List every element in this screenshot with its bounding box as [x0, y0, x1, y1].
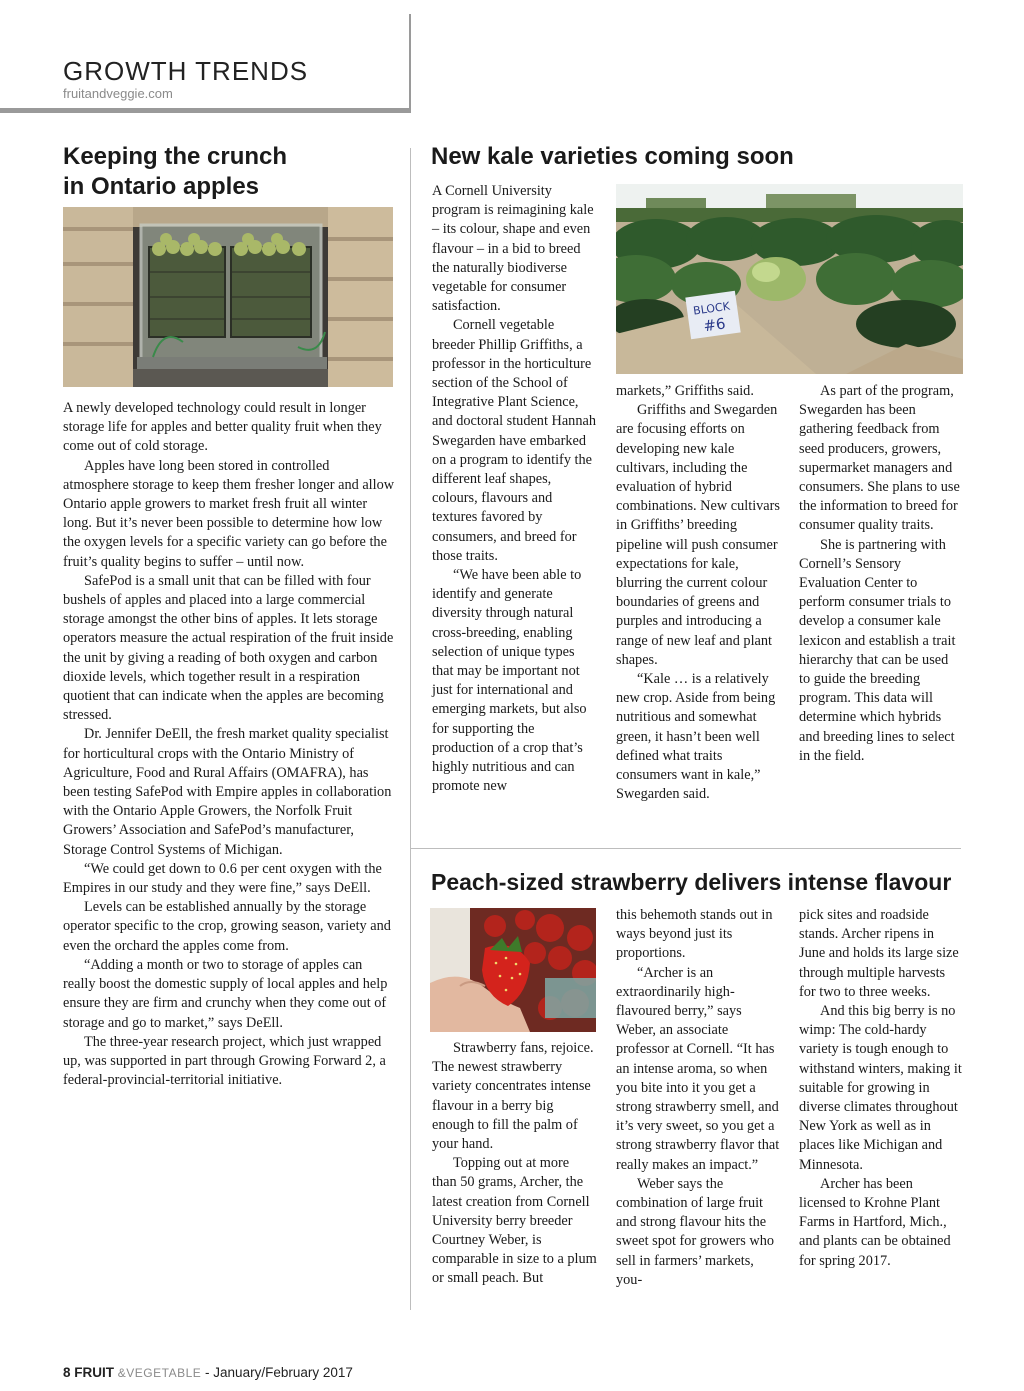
- kale-paragraph: She is partnering with Cornell’s Sensory Evaluation Center to perform consumer trials to develop a consumer kale lexicon and establish a trait hierarchy that can be used to guide the breeding program. This data will determine which hybrids and breeding lines to select in the field.: [799, 536, 956, 764]
- kale-paragraph: markets,” Griffiths said.: [616, 383, 754, 399]
- strawberry-column-1: [432, 1039, 597, 1289]
- kale-paragraph: “We have been able to identify and generate diversity through natural cross-breeding, enabling selection of unique types that may be important not just for international and emerging markets, but also for supporting the production of a crop that’s highly nutritious and can promote new: [432, 567, 587, 795]
- header-vertical-rule: [409, 14, 411, 112]
- kale-field-graphic: [616, 184, 963, 374]
- safepod-photo-graphic: [63, 207, 393, 387]
- header-rule: [0, 108, 411, 113]
- safepod-photo: [63, 207, 393, 387]
- strawberry-headline: Peach-sized strawberry delivers intense flavour: [431, 869, 952, 895]
- brand-vegetable: &VEGETABLE: [117, 1366, 202, 1380]
- kale-column-1: [432, 182, 597, 797]
- apples-paragraph: A newly developed technology could result in longer storage life for apples and better quality fruit when they come out of cold storage.: [63, 400, 382, 455]
- kale-paragraph: “Kale … is a relatively new crop. Aside from being nutritious and somewhat green, it hasn’t been well defined what traits consumers want in kale,” Swegarden said.: [616, 671, 776, 803]
- section-title: GROWTH TRENDS: [63, 56, 309, 86]
- apples-paragraph: SafePod is a small unit that can be filled with four bushels of apples and placed into a large commercial storage amongst the other bins of apples. It lets storage operators measure the actual respiration of the fruit inside the unit by giving a reading of both oxygen and carbon dioxide levels, which together result in a respiration quotient that can indicate when the apples are becoming stressed.: [63, 572, 394, 724]
- strawberry-paragraph: Topping out at more than 50 grams, Archer, the latest creation from Cornell University berry breeder Courtney Weber, is comparable in size to a plum or small peach. But: [432, 1155, 597, 1287]
- strawberry-column-3: [799, 906, 962, 1271]
- strawberry-paragraph: Strawberry fans, rejoice. The newest strawberry variety concentrates intense flavour in a berry big enough to fill the palm of your hand.: [432, 1040, 594, 1153]
- block-sign-line2: #6: [702, 314, 727, 336]
- strawberry-paragraph: Weber says the combination of large fruit and strong flavour hits the sweet spot for growers who sell in farmers’ markets, you-: [616, 1175, 775, 1288]
- apples-paragraph: “Adding a month or two to storage of apples can really boost the domestic supply of local apples and help ensure they are firm and crunchy when they come out of storage and go to market,” says DeEll.: [63, 956, 388, 1031]
- apples-headline-line2: in Ontario apples: [63, 173, 260, 200]
- kale-paragraph: Cornell vegetable breeder Phillip Griffiths, a professor in the horticulture section of the School of Integrative Plant Science, and doctoral student Hannah Swegarden have embarked on a program to identify the different leaf shapes, colours, flavours and textures favored by consumers, and breed for those traits.: [432, 317, 596, 564]
- apples-paragraph: The three-year research project, which just wrapped up, was supported in part through Growing Forward 2, a federal-provincial-territorial initiative.: [63, 1033, 386, 1089]
- strawberry-photo-graphic: [430, 908, 596, 1032]
- apples-paragraph: Dr. Jennifer DeEll, the fresh market quality specialist for horticultural crops with the Ontario Ministry of Agriculture, Food and Rural Affairs (OMAFRA), has been testing SafePod with Empire apples in collaboration with the Ontario Apple Growers, the Norfolk Fruit Growers’ Association and SafePod’s manufacturer, Storage Control Systems of Michigan.: [63, 726, 392, 858]
- kale-paragraph: Griffiths and Swegarden are focusing efforts on developing new kale cultivars, including the evaluation of hybrid combinations. New cultivars in Griffiths’ breeding pipeline will push consumer expectations for kale, blurring the current colour boundaries of greens and purples and introducing a range of new leaf and plant shapes.: [616, 402, 780, 668]
- kale-paragraph: As part of the program, Swegarden has been gathering feedback from seed producers, growers, supermarket managers and consumers. She plans to use the information to breed for consumer quality traits.: [799, 383, 960, 534]
- kale-column-2: [616, 382, 781, 804]
- block-sign-line1: BLOCK: [692, 299, 731, 318]
- strawberry-paragraph: Archer has been licensed to Krohne Plant Farms in Hartford, Mich., and plants can be obtained for spring 2017.: [799, 1175, 951, 1269]
- strawberry-paragraph: pick sites and roadside stands. Archer ripens in June and holds its large size through multiple harvests for two to three weeks.: [799, 907, 959, 1000]
- issue-date: - January/February 2017: [205, 1365, 353, 1380]
- strawberry-paragraph: this behemoth stands out in ways beyond just its proportions.: [616, 907, 773, 962]
- strawberry-paragraph: And this big berry is no wimp: The cold-hardy variety is tough enough to withstand winters, making it suitable for growing in diverse climates throughout New York as well as in places like Michigan and Minnesota.: [799, 1003, 962, 1173]
- page-number: 8: [63, 1365, 71, 1380]
- kale-field-photo: [616, 184, 963, 374]
- strawberry-paragraph: “Archer is an extraordinarily high-flavoured berry,” says Weber, an associate professor at Cornell. “It has an intense aroma, so when you bite into it you get a strong strawberry smell, and it’s very sweet, so you get a strong strawberry flavor that really makes an impact.”: [616, 964, 780, 1173]
- apples-paragraph: “We could get down to 0.6 per cent oxygen with the Empires in our study and they were fine,” says DeEll.: [63, 860, 382, 897]
- column-divider: [410, 148, 411, 1310]
- article-divider: [411, 848, 961, 849]
- site-url[interactable]: fruitandveggie.com: [63, 86, 173, 101]
- apples-headline-line1: Keeping the crunch: [63, 143, 288, 170]
- strawberry-column-2: [616, 906, 781, 1290]
- apples-body: [63, 399, 395, 1090]
- kale-column-3: [799, 382, 962, 766]
- page-footer: [63, 1365, 353, 1380]
- strawberry-photo: [430, 908, 596, 1032]
- apples-headline: [63, 142, 287, 202]
- kale-paragraph: A Cornell University program is reimagining kale – its colour, shape and even flavour – in a bid to breed the naturally biodiverse vegetable for consumer satisfaction.: [432, 183, 594, 315]
- apples-paragraph: Apples have long been stored in controlled atmosphere storage to keep them fresher longer and allow Ontario apple growers to market fresh fruit all winter long. But it’s never been possible to determine how low the oxygen levels for a specific variety can go before the fruit’s quality begins to suffer – until now.: [63, 457, 395, 570]
- apples-paragraph: Levels can be established annually by the storage operator specific to the crop, growing season, variety and even the orchard the apples come from.: [63, 899, 391, 954]
- brand-fruit: FRUIT: [74, 1365, 115, 1380]
- kale-headline: New kale varieties coming soon: [431, 143, 794, 170]
